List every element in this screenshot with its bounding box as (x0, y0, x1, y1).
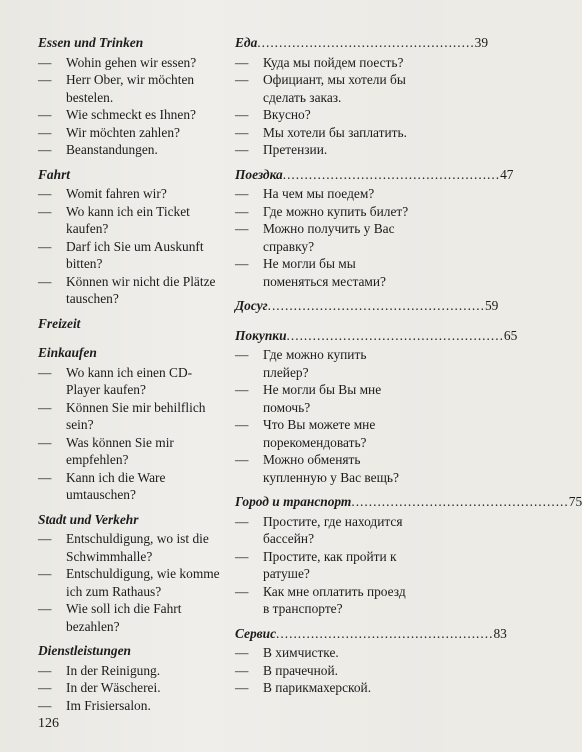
section-title: Покупки .................................................. 65 (235, 327, 518, 343)
section-title: Город и транспорт .................................................. 75 (235, 494, 582, 509)
section-gorod (235, 493, 582, 618)
list-item: — Entschuldigung, wie komme ich zum Rathaus? (38, 566, 220, 599)
section-pokupki (235, 327, 518, 487)
list-item: — Was können Sie mir empfehlen? (38, 434, 174, 467)
section-title: Поездка .................................................. 47 (235, 166, 514, 182)
list-item: — Wie soll ich die Fahrt bezahlen? (38, 601, 182, 634)
section-servis (235, 625, 507, 697)
list-item: — In der Wäscherei. (38, 680, 161, 695)
list-item: — Не могли бы мы поменяться местами? (235, 256, 386, 289)
list-item: — Как мне оплатить проезд в транспорте? (235, 583, 406, 616)
section-title: Еда .................................................. 39 (235, 35, 489, 50)
list-item: — Простите, как пройти к ратуше? (235, 548, 397, 581)
section-dienstleistungen (38, 642, 220, 714)
list-item: — Womit fahren wir? (38, 186, 167, 201)
list-item: — Können wir nicht die Plätze tauschen? (38, 273, 216, 306)
section-title: Досуг .................................................. 59 (235, 298, 499, 313)
list-item: — Куда мы пойдем поесть? (235, 54, 404, 70)
list-item: — Можно обменять купленную у Вас вещь? (235, 452, 399, 485)
list-item: — Beanstandungen. (38, 142, 158, 157)
list-item: — Wo kann ich ein Ticket kaufen? (38, 203, 190, 236)
list-item: — Kann ich die Ware umtauschen? (38, 469, 166, 502)
list-item: — Darf ich Sie um Auskunft bitten? (38, 238, 204, 271)
list-item: — Вкусно? (235, 107, 311, 122)
section-title: Stadt und Verkehr (38, 511, 139, 527)
list-item: — Wohin gehen wir essen? (38, 54, 197, 70)
section-title: Freizeit (38, 315, 81, 331)
list-item: — В парикмахерской. (235, 680, 372, 695)
list-item: — Wie schmeckt es Ihnen? (38, 107, 196, 122)
section-freizeit (38, 315, 220, 333)
list-item: — Не могли бы Вы мне помочь? (235, 382, 382, 415)
german-column (38, 34, 220, 721)
list-item: — В химчистке. (235, 645, 339, 660)
section-eda (235, 34, 489, 159)
section-stadt (38, 511, 220, 636)
section-title: Einkaufen (38, 345, 97, 360)
section-title: Сервис .................................................. 83 (235, 625, 507, 641)
list-item: — Что Вы можете мне порекомендовать? (235, 417, 376, 450)
section-einkaufen (38, 344, 220, 504)
list-item: — Wir möchten zahlen? (38, 124, 180, 140)
section-essen (38, 34, 220, 159)
list-item: — Простите, где находится бассейн? (235, 513, 403, 546)
list-item: — Официант, мы хотели бы сделать заказ. (235, 72, 406, 105)
section-title: Dienstleistungen (38, 643, 132, 658)
section-poezdka (235, 166, 514, 291)
russian-column (235, 34, 582, 704)
list-item: — Претензии. (235, 142, 328, 157)
list-item: — Мы хотели бы заплатить. (235, 124, 407, 140)
list-item: — Где можно купить плейер? (235, 347, 367, 380)
list-item: — Можно получить у Вас справку? (235, 221, 395, 254)
list-item: — Im Frisiersalon. (38, 697, 151, 713)
list-item: — Где можно купить билет? (235, 203, 409, 219)
section-title: Essen und Trinken (38, 35, 144, 50)
section-title: Fahrt (38, 166, 71, 182)
list-item: — На чем мы поедем? (235, 186, 375, 201)
list-item: — Können Sie mir behilflich sein? (38, 399, 206, 432)
list-item: — Wo kann ich einen CD-Player kaufen? (38, 364, 193, 397)
list-item: — В прачечной. (235, 662, 339, 678)
list-item: — Entschuldigung, wo ist die Schwimmhalle? (38, 531, 209, 564)
list-item: — In der Reinigung. (38, 662, 161, 678)
page-number: 126 (38, 716, 59, 731)
list-item: — Herr Ober, wir möchten bestelen. (38, 72, 195, 105)
section-fahrt (38, 166, 220, 308)
section-dosug (235, 297, 499, 315)
